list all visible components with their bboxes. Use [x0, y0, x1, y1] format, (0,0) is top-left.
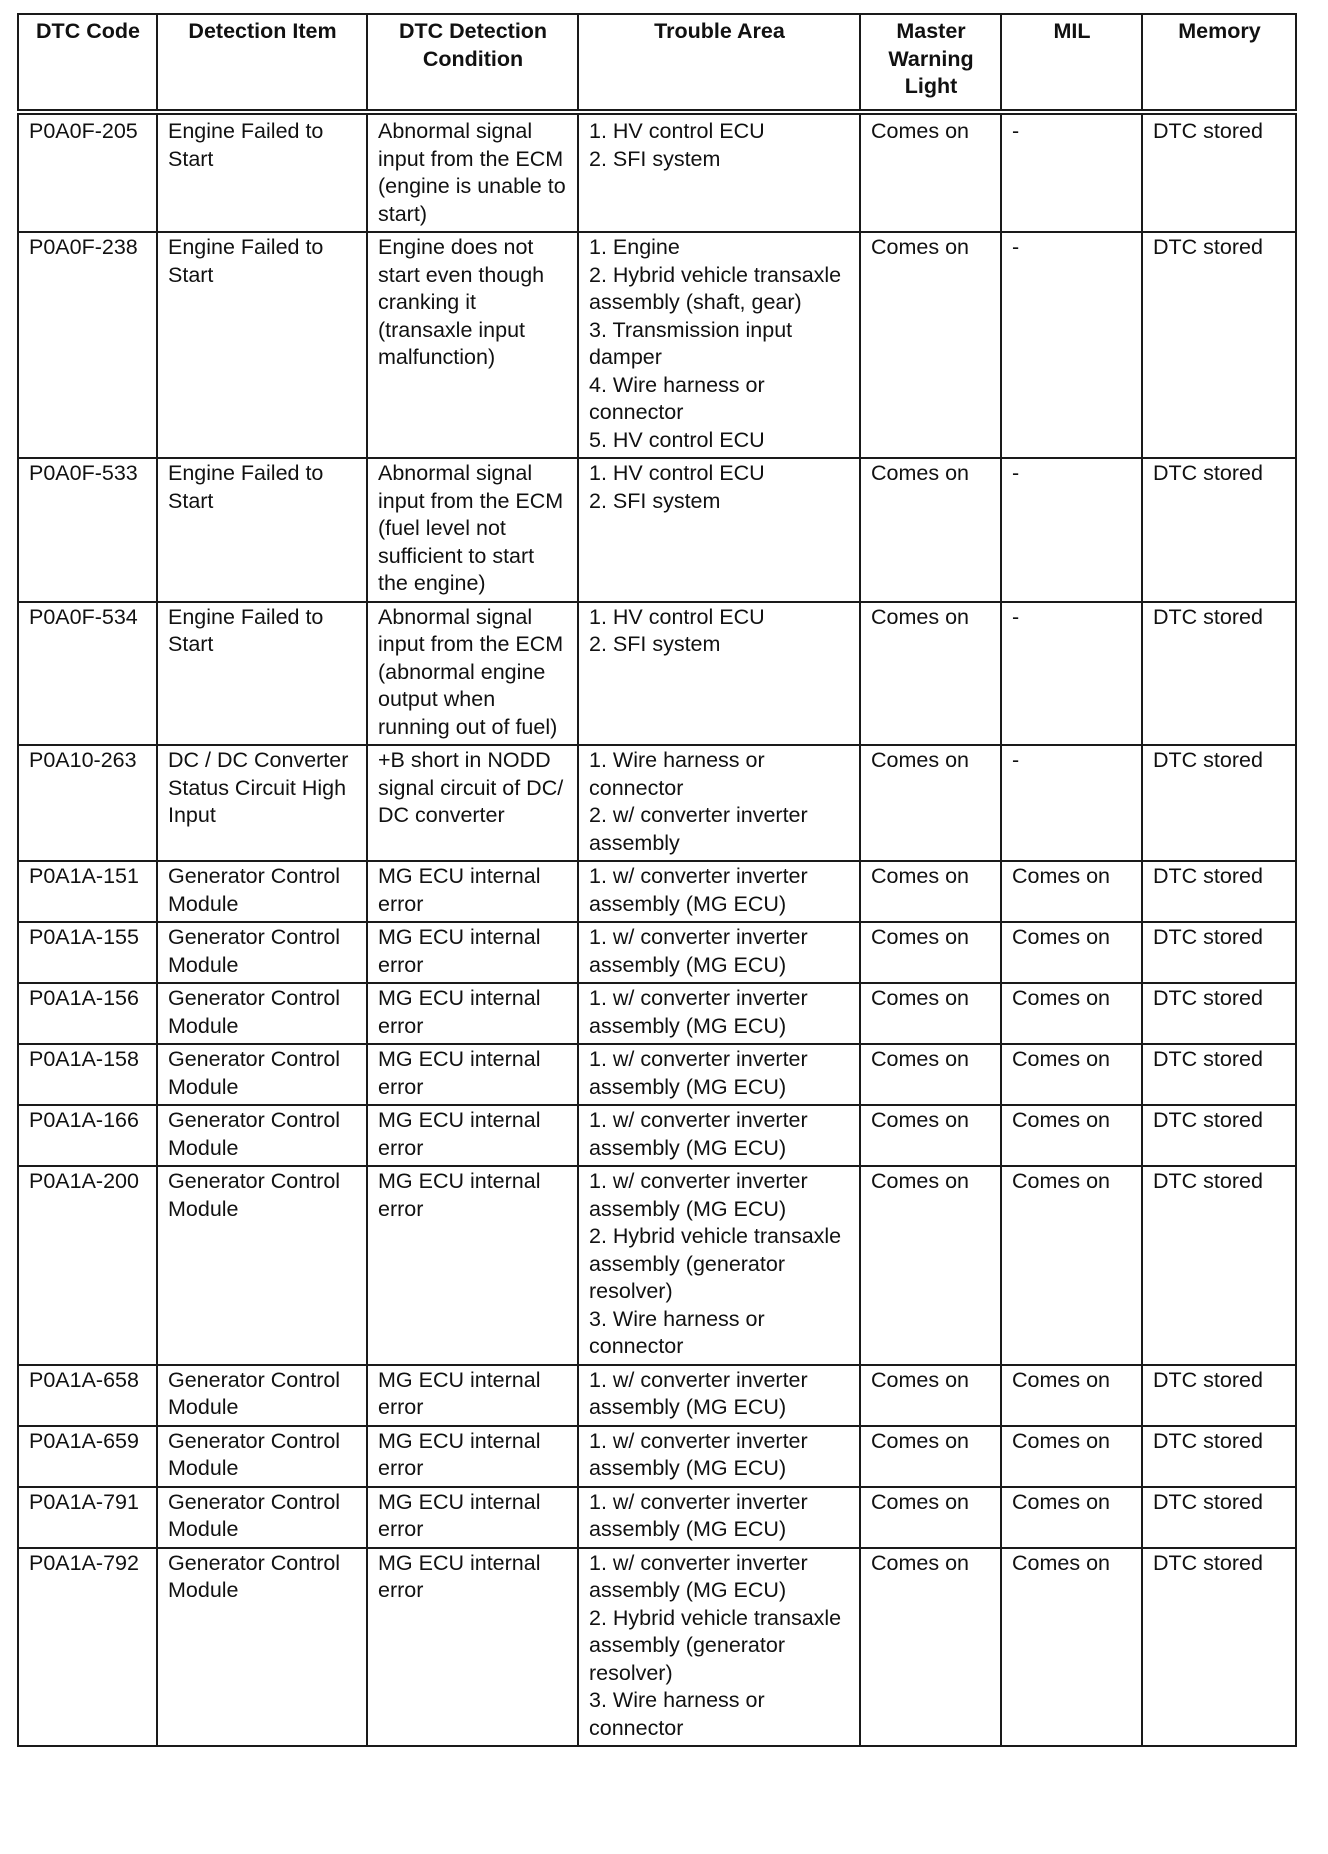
- memory-cell: DTC stored: [1142, 458, 1296, 602]
- master-warning-cell: Comes on: [860, 1105, 1001, 1166]
- table-row: [18, 1487, 1296, 1548]
- dtc-code-cell: P0A1A-658: [18, 1365, 157, 1426]
- detection-condition-cell: Engine does not start even though cranking it (transaxle input malfunction): [367, 232, 578, 458]
- dtc-code-cell: P0A1A-158: [18, 1044, 157, 1105]
- detection-item-cell: Generator Control Module: [157, 1044, 367, 1105]
- trouble-area-cell: 1. w/ converter inverter assembly (MG ECU): [578, 1365, 860, 1426]
- memory-cell: DTC stored: [1142, 861, 1296, 922]
- master-warning-cell: Comes on: [860, 1365, 1001, 1426]
- trouble-area-cell: 1. w/ converter inverter assembly (MG ECU): [578, 861, 860, 922]
- detection-item-cell: Generator Control Module: [157, 861, 367, 922]
- table-row: [18, 1365, 1296, 1426]
- detection-condition-cell: Abnormal signal input from the ECM (abnormal engine output when running out of fuel): [367, 602, 578, 746]
- trouble-area-cell: 1. w/ converter inverter assembly (MG ECU): [578, 922, 860, 983]
- trouble-area-cell: 1. w/ converter inverter assembly (MG ECU): [578, 983, 860, 1044]
- memory-cell: DTC stored: [1142, 1426, 1296, 1487]
- detection-condition-cell: +B short in NODD signal circuit of DC/ DC converter: [367, 745, 578, 861]
- detection-item-cell: Engine Failed to Start: [157, 232, 367, 458]
- memory-cell: DTC stored: [1142, 1044, 1296, 1105]
- header-detection-item: Detection Item: [157, 14, 367, 112]
- detection-condition-cell: MG ECU internal error: [367, 1426, 578, 1487]
- master-warning-cell: Comes on: [860, 458, 1001, 602]
- detection-condition-cell: MG ECU internal error: [367, 1487, 578, 1548]
- dtc-table: [17, 13, 1297, 1747]
- detection-item-cell: Generator Control Module: [157, 1487, 367, 1548]
- dtc-code-cell: P0A1A-156: [18, 983, 157, 1044]
- dtc-code-cell: P0A1A-791: [18, 1487, 157, 1548]
- dtc-code-cell: P0A1A-166: [18, 1105, 157, 1166]
- detection-item-cell: Generator Control Module: [157, 922, 367, 983]
- header-memory: Memory: [1142, 14, 1296, 112]
- mil-cell: Comes on: [1001, 983, 1142, 1044]
- memory-cell: DTC stored: [1142, 1365, 1296, 1426]
- detection-condition-cell: MG ECU internal error: [367, 1044, 578, 1105]
- dtc-code-cell: P0A10-263: [18, 745, 157, 861]
- detection-condition-cell: MG ECU internal error: [367, 861, 578, 922]
- trouble-area-cell: 1. HV control ECU 2. SFI system: [578, 458, 860, 602]
- table-row: [18, 112, 1296, 232]
- master-warning-cell: Comes on: [860, 983, 1001, 1044]
- mil-cell: Comes on: [1001, 1105, 1142, 1166]
- dtc-code-cell: P0A0F-534: [18, 602, 157, 746]
- detection-condition-cell: MG ECU internal error: [367, 922, 578, 983]
- mil-cell: Comes on: [1001, 1548, 1142, 1747]
- detection-item-cell: Generator Control Module: [157, 983, 367, 1044]
- detection-item-cell: Generator Control Module: [157, 1365, 367, 1426]
- master-warning-cell: Comes on: [860, 1548, 1001, 1747]
- detection-condition-cell: MG ECU internal error: [367, 1105, 578, 1166]
- table-row: [18, 1044, 1296, 1105]
- trouble-area-cell: 1. w/ converter inverter assembly (MG ECU): [578, 1426, 860, 1487]
- dtc-code-cell: P0A1A-151: [18, 861, 157, 922]
- detection-item-cell: Engine Failed to Start: [157, 112, 367, 232]
- dtc-code-cell: P0A1A-155: [18, 922, 157, 983]
- detection-condition-cell: MG ECU internal error: [367, 983, 578, 1044]
- mil-cell: Comes on: [1001, 1365, 1142, 1426]
- dtc-code-cell: P0A0F-238: [18, 232, 157, 458]
- trouble-area-cell: 1. w/ converter inverter assembly (MG ECU): [578, 1105, 860, 1166]
- master-warning-cell: Comes on: [860, 602, 1001, 746]
- mil-cell: Comes on: [1001, 1044, 1142, 1105]
- memory-cell: DTC stored: [1142, 232, 1296, 458]
- detection-item-cell: Generator Control Module: [157, 1166, 367, 1365]
- mil-cell: Comes on: [1001, 861, 1142, 922]
- detection-condition-cell: Abnormal signal input from the ECM (engine is unable to start): [367, 112, 578, 232]
- table-row: [18, 602, 1296, 746]
- table-row: [18, 1548, 1296, 1747]
- header-detection-condition: DTC Detection Condition: [367, 14, 578, 112]
- memory-cell: DTC stored: [1142, 1166, 1296, 1365]
- mil-cell: -: [1001, 602, 1142, 746]
- table-row: [18, 1426, 1296, 1487]
- table-row: [18, 983, 1296, 1044]
- trouble-area-cell: 1. Wire harness or connector 2. w/ converter inverter assembly: [578, 745, 860, 861]
- table-row: [18, 861, 1296, 922]
- master-warning-cell: Comes on: [860, 1426, 1001, 1487]
- detection-item-cell: Generator Control Module: [157, 1105, 367, 1166]
- master-warning-cell: Comes on: [860, 861, 1001, 922]
- detection-item-cell: DC / DC Converter Status Circuit High Input: [157, 745, 367, 861]
- detection-condition-cell: MG ECU internal error: [367, 1548, 578, 1747]
- header-row: [18, 14, 1296, 112]
- mil-cell: Comes on: [1001, 1487, 1142, 1548]
- detection-condition-cell: MG ECU internal error: [367, 1365, 578, 1426]
- header-mil: MIL: [1001, 14, 1142, 112]
- mil-cell: -: [1001, 112, 1142, 232]
- trouble-area-cell: 1. Engine 2. Hybrid vehicle transaxle assembly (shaft, gear) 3. Transmission input damper 4. Wire harness or connector 5. HV control ECU: [578, 232, 860, 458]
- memory-cell: DTC stored: [1142, 1548, 1296, 1747]
- mil-cell: -: [1001, 745, 1142, 861]
- detection-condition-cell: MG ECU internal error: [367, 1166, 578, 1365]
- mil-cell: Comes on: [1001, 922, 1142, 983]
- trouble-area-cell: 1. w/ converter inverter assembly (MG ECU) 2. Hybrid vehicle transaxle assembly (generator resolver) 3. Wire harness or connector: [578, 1166, 860, 1365]
- dtc-code-cell: P0A1A-200: [18, 1166, 157, 1365]
- detection-condition-cell: Abnormal signal input from the ECM (fuel level not sufficient to start the engine): [367, 458, 578, 602]
- detection-item-cell: Generator Control Module: [157, 1548, 367, 1747]
- master-warning-cell: Comes on: [860, 1166, 1001, 1365]
- memory-cell: DTC stored: [1142, 1105, 1296, 1166]
- master-warning-cell: Comes on: [860, 232, 1001, 458]
- detection-item-cell: Generator Control Module: [157, 1426, 367, 1487]
- table-row: [18, 232, 1296, 458]
- table-row: [18, 745, 1296, 861]
- mil-cell: Comes on: [1001, 1166, 1142, 1365]
- table-row: [18, 1166, 1296, 1365]
- dtc-code-cell: P0A0F-205: [18, 112, 157, 232]
- master-warning-cell: Comes on: [860, 1044, 1001, 1105]
- header-dtc-code: DTC Code: [18, 14, 157, 112]
- mil-cell: -: [1001, 458, 1142, 602]
- dtc-code-cell: P0A1A-792: [18, 1548, 157, 1747]
- detection-item-cell: Engine Failed to Start: [157, 602, 367, 746]
- memory-cell: DTC stored: [1142, 745, 1296, 861]
- master-warning-cell: Comes on: [860, 1487, 1001, 1548]
- trouble-area-cell: 1. w/ converter inverter assembly (MG ECU): [578, 1044, 860, 1105]
- memory-cell: DTC stored: [1142, 983, 1296, 1044]
- mil-cell: -: [1001, 232, 1142, 458]
- table-row: [18, 1105, 1296, 1166]
- dtc-code-cell: P0A1A-659: [18, 1426, 157, 1487]
- master-warning-cell: Comes on: [860, 112, 1001, 232]
- table-row: [18, 922, 1296, 983]
- memory-cell: DTC stored: [1142, 112, 1296, 232]
- table-header: [18, 14, 1296, 112]
- master-warning-cell: Comes on: [860, 745, 1001, 861]
- trouble-area-cell: 1. w/ converter inverter assembly (MG ECU) 2. Hybrid vehicle transaxle assembly (generator resolver) 3. Wire harness or connector: [578, 1548, 860, 1747]
- trouble-area-cell: 1. HV control ECU 2. SFI system: [578, 602, 860, 746]
- memory-cell: DTC stored: [1142, 1487, 1296, 1548]
- table-body: [18, 112, 1296, 1746]
- memory-cell: DTC stored: [1142, 922, 1296, 983]
- table-row: [18, 458, 1296, 602]
- detection-item-cell: Engine Failed to Start: [157, 458, 367, 602]
- trouble-area-cell: 1. w/ converter inverter assembly (MG ECU): [578, 1487, 860, 1548]
- mil-cell: Comes on: [1001, 1426, 1142, 1487]
- master-warning-cell: Comes on: [860, 922, 1001, 983]
- trouble-area-cell: 1. HV control ECU 2. SFI system: [578, 112, 860, 232]
- dtc-code-cell: P0A0F-533: [18, 458, 157, 602]
- header-master-warning-light: Master Warning Light: [860, 14, 1001, 112]
- header-trouble-area: Trouble Area: [578, 14, 860, 112]
- memory-cell: DTC stored: [1142, 602, 1296, 746]
